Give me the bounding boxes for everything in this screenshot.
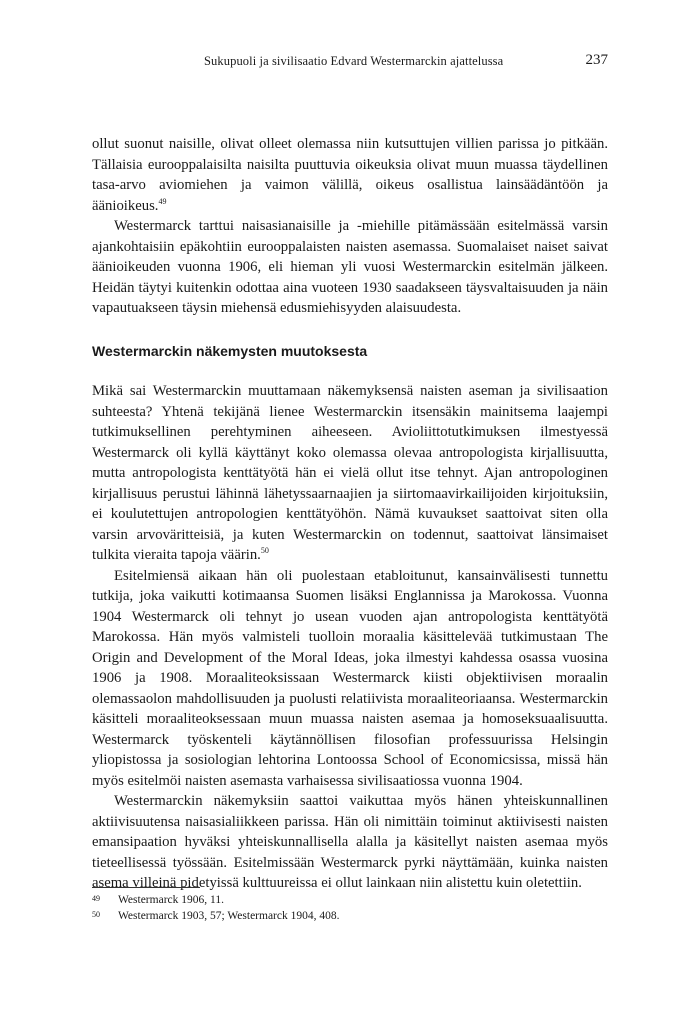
- paragraph-text: Esitelmiensä aikaan hän oli puolestaan etabloitunut, kansainvälisesti tunnettu tutkija, joka vaikutti kotimaansa Suomen lisäksi Englannissa ja Marokossa. Vuonna 1904 Westermarck oli tehnyt jo usean vuoden ajan antropologista kenttätyötä Marokossa. Hän myös valmisteli tuolloin moraalia käsittelevää tutkimustaan The Origin and Development of the Moral Ideas, joka ilmestyi kahdessa osassa vuosina 1906 ja 1908. Moraaliteoksissaan Westermarck kiisti objektiivisen moraalin olemassaolon mahdollisuuden ja puolusti relatiivista moraaliteoriaansa. Westermarckin käsitteli moraaliteoksessaan muun muassa naisten asemaa ja homoseksuaalisuutta. Westermarck työskenteli käytännöllisen filosofian professuurissa Helsingin yliopistossa ja sosiologian lehtorina Lontoossa School of Economicsissa, missä hän myös esitelmöi naisten asemasta varhaisessa sivilisaatiossa vuonna 1904.: [92, 567, 608, 789]
- paragraph-text: Westermarck tarttui naisasianaisille ja -miehille pitämässään esitelmässä varsin ajankohtaisiin epäkohtiin eurooppalaisten naisten asemassa. Suomalaiset naiset saivat äänioikeuden vuonna 1906, eli hieman yli vuosi Westermarckin esitelmän jälkeen. Heidän täytyi kuitenkin odottaa aina vuoteen 1930 saadakseen täysvaltaisuuden ja näin vapautuakseen täysin miehensä edusmiehisyyden alaisuudesta.: [92, 218, 608, 316]
- paragraph: [92, 791, 608, 894]
- paragraph: [92, 381, 608, 566]
- footnote-number: 50: [92, 910, 100, 919]
- footnote-text: Westermarck 1903, 57; Westermarck 1904, 408.: [118, 910, 340, 922]
- paragraph: [92, 566, 608, 792]
- footnote-ref[interactable]: 49: [158, 196, 167, 206]
- paragraph-text: ollut suonut naisille, olivat olleet olemassa niin kutsuttujen villien parissa jo pitkään. Tällaisia eurooppalaisilta naisilta puuttuvia oikeuksia olivat muun muassa täydellinen tasa-arvo aviomiehen ja vaimon välillä, oikeus osallistua lainsäädäntöön ja äänioikeus.: [92, 136, 608, 214]
- running-header: [92, 54, 608, 74]
- running-title: Sukupuoli ja sivilisaatio Edvard Westermarckin ajattelussa: [204, 54, 504, 68]
- footnote: [92, 908, 608, 924]
- footnote-number: 49: [92, 894, 100, 903]
- paragraph: [92, 216, 608, 319]
- text-block-top: [92, 134, 608, 319]
- footnote-divider: [92, 887, 200, 888]
- footnote-text: Westermarck 1906, 11.: [118, 894, 224, 906]
- paragraph-text: Westermarckin näkemyksiin saattoi vaikuttaa myös hänen yhteiskunnallinen aktiivisuutensa naisasialiikkeen parissa. Hän oli nimittäin toiminut aktiivisesti naisten emansipaation hyväksi yhteiskunnallisella alalla ja käsitellyt naisten asemaa myös tieteellisessä työssään. Esitelmissään Westermarck pyrki näyttämään, kuinka naisten asema villeinä pidetyissä kulttuureissa ei ollut lainkaan niin alistettu kuin oletettiin.: [92, 793, 608, 891]
- paragraph: [92, 134, 608, 216]
- footnotes: [92, 892, 608, 924]
- section-heading: Westermarckin näkemysten muutoksesta: [92, 343, 368, 359]
- footnote: [92, 892, 608, 908]
- paragraph-text: Mikä sai Westermarckin muuttamaan näkemyksensä naisten aseman ja sivilisaation suhteesta? Yhtenä tekijänä lienee Westermarckin itsensäkin mainitsema laajempi tutkimuksellinen perehtyminen aiheeseen. Avioliittotutkimuksen ilmestyessä Westermarck oli kyllä käyttänyt koko olemassa olevaa antropologista kirjallisuutta, mutta antropologista kenttätyötä hän ei vielä ollut itse tehnyt. Ajan antropologinen kirjallisuus perustui lähinnä lähetyssaarnaajien ja siirtomaavirkailijoiden kirjoituksiin, ei koulutettujen antropologien kenttätyöhön. Nämä kuvaukset saattoivat siten olla varsin arvoväritteisiä, ja kuten Westermarckin on todennut, saattoivat länsimaiset tulkita vieraita tapoja väärin.: [92, 383, 608, 563]
- page-number: 237: [585, 52, 608, 68]
- footnote-ref[interactable]: 50: [260, 546, 269, 555]
- text-block-main: [92, 381, 608, 894]
